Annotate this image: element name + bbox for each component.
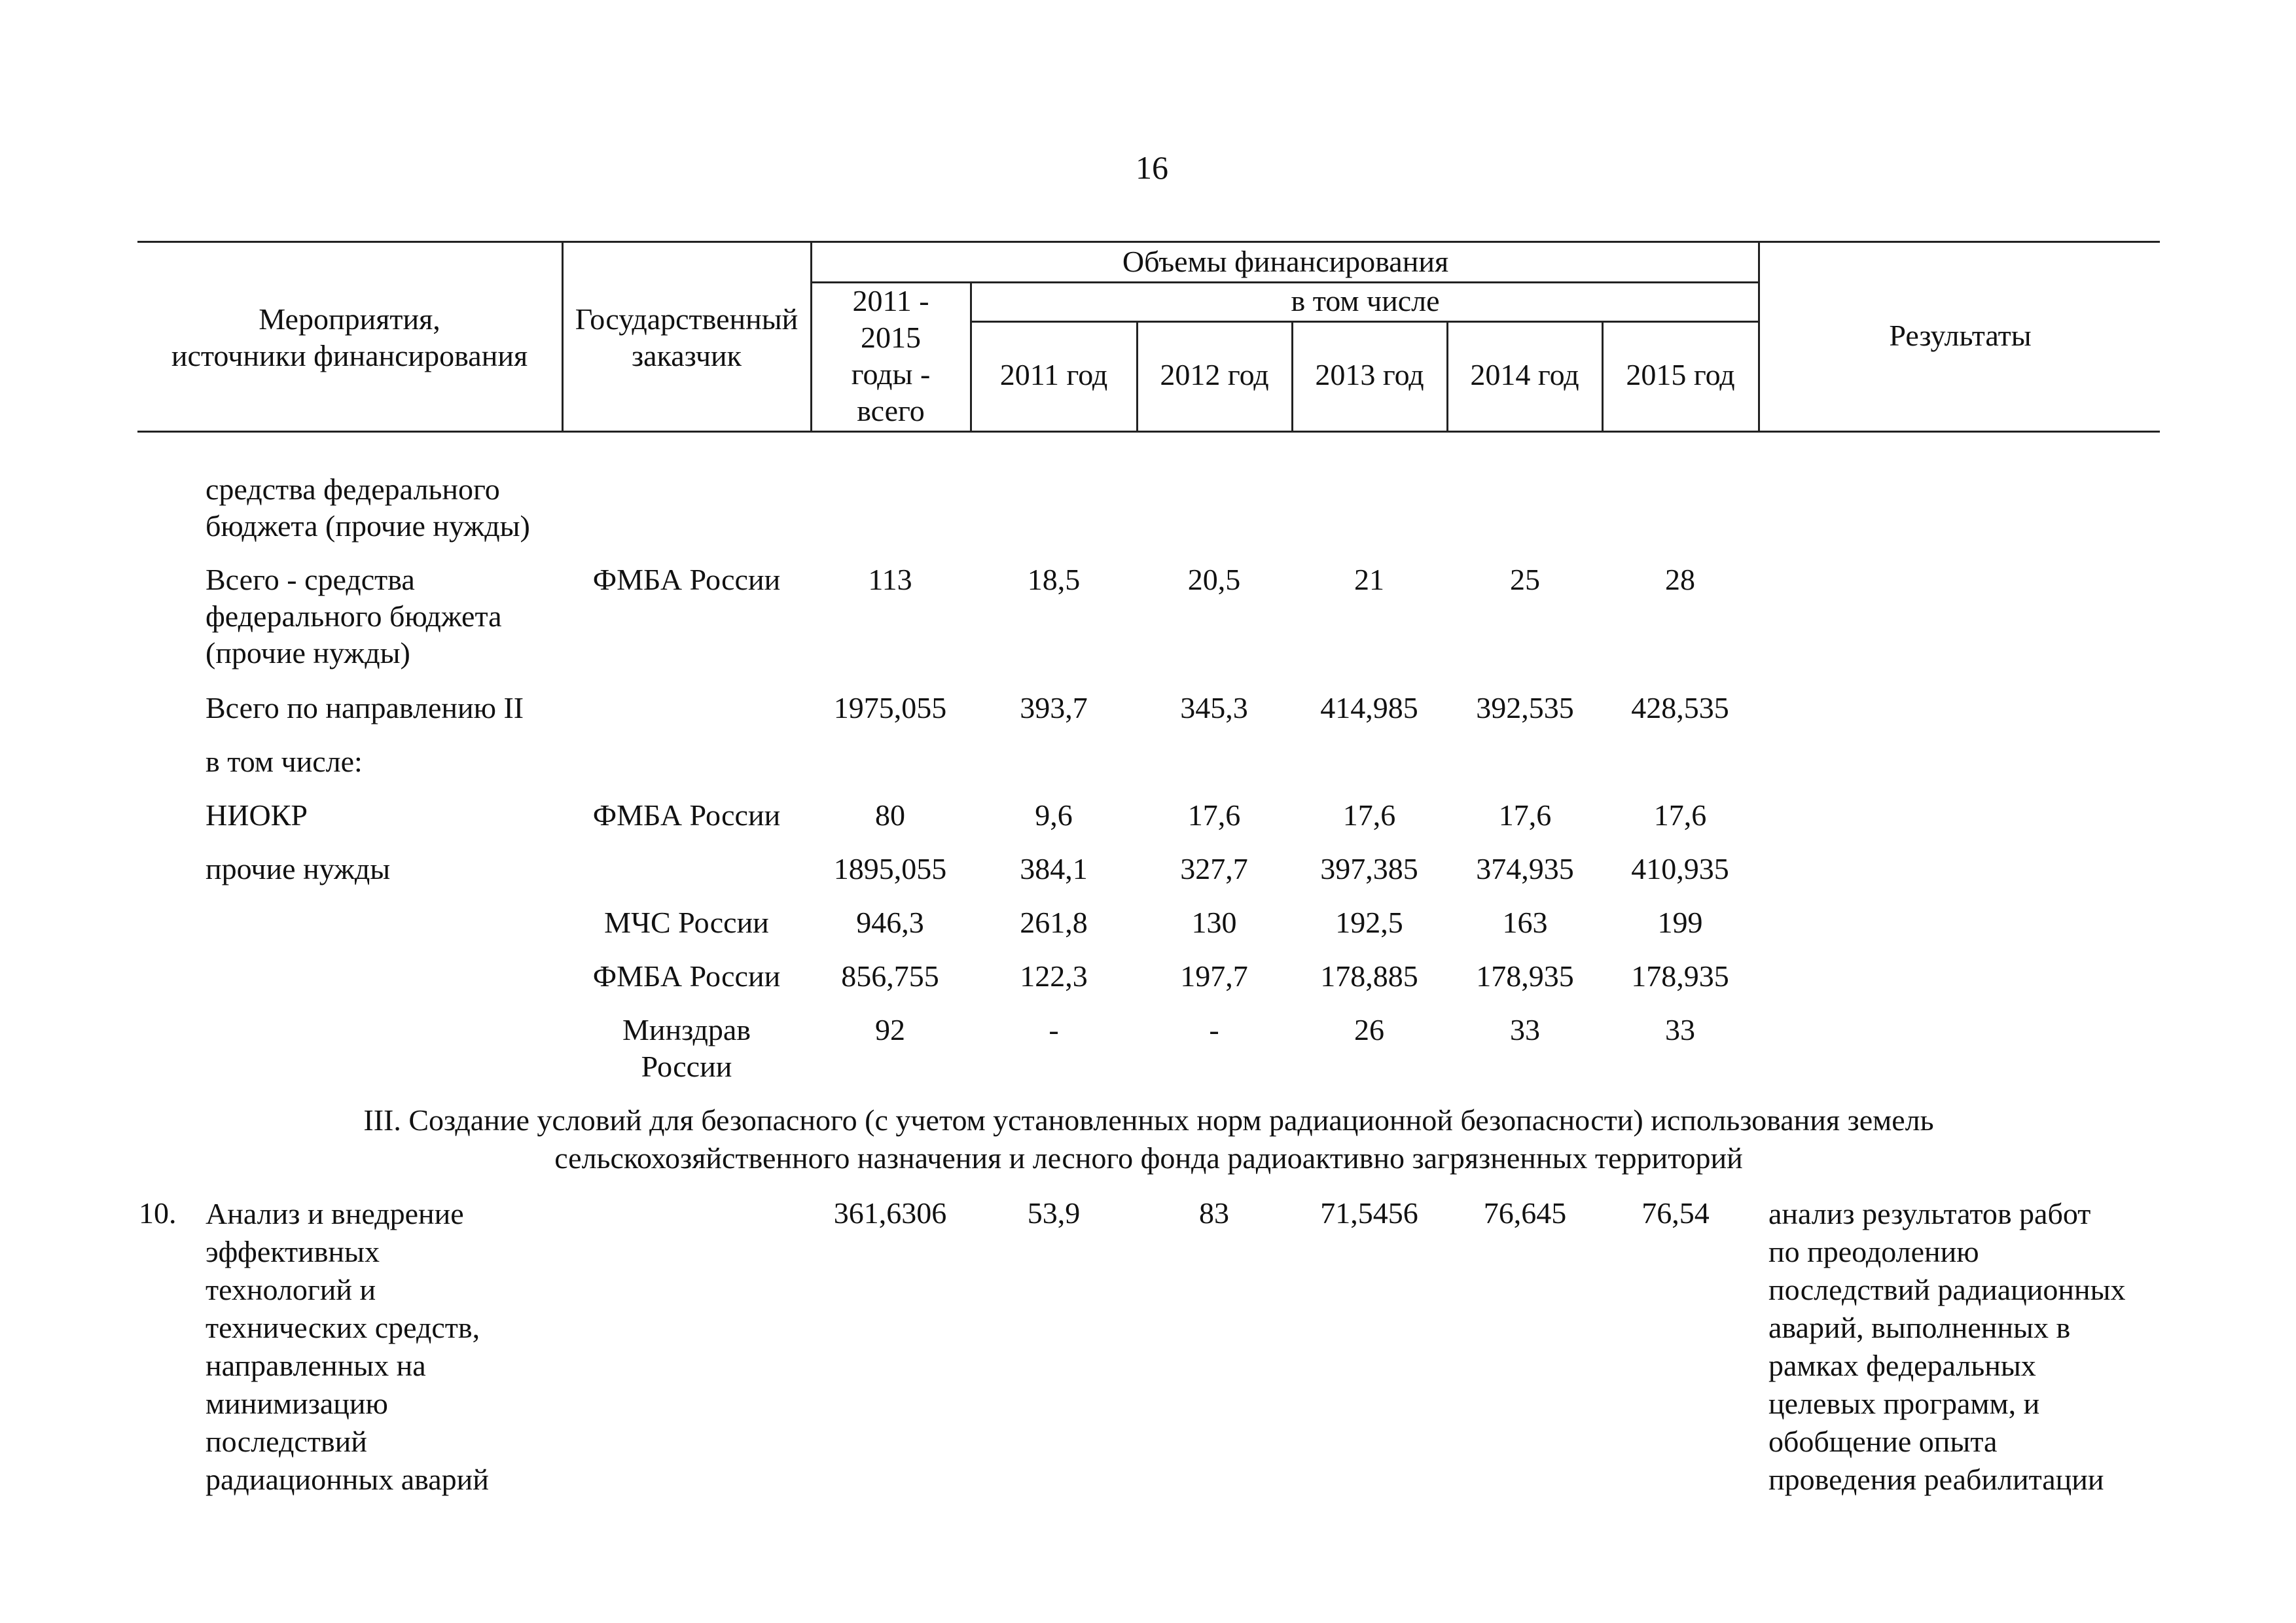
row-2012: 83 (1199, 1196, 1229, 1230)
row-2012: 17,6 (1187, 798, 1241, 832)
header-year-2014: 2014 год (1470, 358, 1579, 391)
row-2012: 20,5 (1187, 563, 1241, 596)
row-2015: 17,6 (1653, 798, 1707, 832)
row-2015: 33 (1665, 1013, 1695, 1046)
row-2012: 345,3 (1180, 691, 1248, 724)
row-total: 113 (868, 563, 912, 596)
row-2014: 392,535 (1476, 691, 1574, 724)
row-total: 92 (875, 1013, 905, 1046)
header-bottom-rule (137, 431, 2160, 433)
row-2012: 327,7 (1180, 852, 1248, 885)
row-customer: ФМБА России (592, 959, 781, 993)
col-divider (1136, 321, 1138, 432)
row-name: Всего - средства федерального бюджета (прочие нужды) (206, 563, 502, 669)
row-name: НИОКР (206, 798, 308, 832)
col-divider (810, 242, 812, 432)
row-name: в том числе: (206, 745, 363, 778)
header-year-2011: 2011 год (999, 358, 1108, 391)
row-2013: 21 (1354, 563, 1384, 596)
row-2015: 28 (1665, 563, 1695, 596)
row-total: 856,755 (841, 959, 939, 993)
row-name: Анализ и внедрение эффективных технологий и технических средств, направленных на минимизацию последствий радиационных аварий (206, 1197, 489, 1496)
row-total: 1975,055 (833, 691, 947, 724)
row-total: 1895,055 (833, 852, 947, 885)
row-2013: 71,5456 (1320, 1196, 1418, 1230)
section-heading-line2: сельскохозяйственного назначения и лесного фонда радиоактивно загрязненных территорий (554, 1141, 1743, 1175)
header-top-rule (137, 241, 2160, 243)
page-number: 16 (1136, 149, 1168, 186)
row-customer: МЧС России (604, 906, 769, 939)
header-total-period: 2011 - 2015 годы - всего (851, 284, 931, 427)
header-year-2015: 2015 год (1626, 358, 1735, 391)
row-2013: 414,985 (1320, 691, 1418, 724)
row-2011: 9,6 (1035, 798, 1073, 832)
row-2011: 261,8 (1020, 906, 1088, 939)
row-2014: 178,935 (1476, 959, 1574, 993)
header-year-2013: 2013 год (1315, 358, 1424, 391)
row-2015: 178,935 (1631, 959, 1729, 993)
row-2015: 76,54 (1641, 1196, 1710, 1230)
row-total: 946,3 (856, 906, 924, 939)
col-divider (1602, 321, 1604, 432)
row-total: 80 (875, 798, 905, 832)
including-rule (971, 321, 1759, 323)
section-heading-line1: III. Создание условий для безопасного (с учетом установленных норм радиационной безопасности) использования земель (363, 1103, 1934, 1137)
row-2015: 410,935 (1631, 852, 1729, 885)
row-2012: 197,7 (1180, 959, 1248, 993)
row-2014: 76,645 (1483, 1196, 1567, 1230)
row-customer: ФМБА России (592, 798, 781, 832)
row-2015: 199 (1657, 906, 1703, 939)
row-2013: 192,5 (1335, 906, 1403, 939)
header-year-2012: 2012 год (1160, 358, 1269, 391)
header-events: Мероприятия, источники финансирования (171, 302, 528, 372)
row-2011: 122,3 (1020, 959, 1088, 993)
col-divider (970, 281, 972, 432)
header-results: Результаты (1889, 319, 2032, 352)
row-2014: 163 (1502, 906, 1548, 939)
row-customer: Минздрав России (622, 1013, 751, 1083)
row-2011: 384,1 (1020, 852, 1088, 885)
row-2011: 393,7 (1020, 691, 1088, 724)
row-name: Всего по направлению II (206, 691, 524, 724)
col-divider (562, 242, 564, 432)
header-including: в том числе (1291, 284, 1440, 317)
row-2011: 18,5 (1027, 563, 1081, 596)
row-2012: 130 (1191, 906, 1237, 939)
header-customer: Государственный заказчик (575, 302, 798, 372)
row-2013: 17,6 (1342, 798, 1396, 832)
row-result: анализ результатов работ по преодолению последствий радиационных аварий, выполненных в рамках федеральных целевых программ, и обобщение опыта проведения реабилитации (1768, 1197, 2126, 1496)
row-2013: 397,385 (1320, 852, 1418, 885)
row-2013: 178,885 (1320, 959, 1418, 993)
row-customer: ФМБА России (592, 563, 781, 596)
row-name: прочие нужды (206, 852, 391, 885)
row-2015: 428,535 (1631, 691, 1729, 724)
row-2014: 25 (1510, 563, 1540, 596)
col-divider (1758, 242, 1760, 432)
row-2014: 374,935 (1476, 852, 1574, 885)
row-name: средства федерального бюджета (прочие нужды) (206, 473, 530, 543)
header-funding: Объемы финансирования (1122, 245, 1449, 278)
item-number: 10. (139, 1196, 177, 1230)
row-2014: 17,6 (1498, 798, 1552, 832)
row-2011: - (1049, 1013, 1059, 1046)
row-2014: 33 (1510, 1013, 1540, 1046)
row-2011: 53,9 (1027, 1196, 1081, 1230)
col-divider (1446, 321, 1448, 432)
row-total: 361,6306 (833, 1196, 947, 1230)
col-divider (1291, 321, 1293, 432)
row-2012: - (1209, 1013, 1219, 1046)
row-2013: 26 (1354, 1013, 1384, 1046)
